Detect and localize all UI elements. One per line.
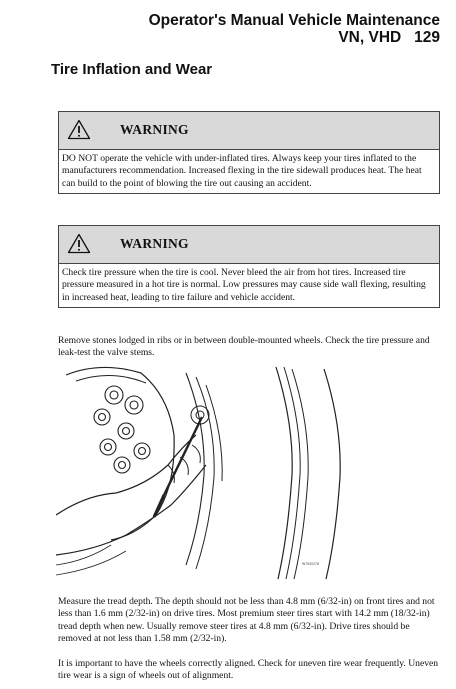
- warning-text: DO NOT operate the vehicle with under-inflated tires. Always keep your tires inflated to the manufacturers recommendation. Increased flexing in the tire sidewall produces heat. The heat can build to the point of blowing the tire out causing an accident.: [62, 153, 422, 189]
- warning-header: [59, 112, 439, 150]
- model-page-number: VN, VHD 129: [338, 29, 440, 46]
- paragraph-stones: Remove stones lodged in ribs or in between double-mounted wheels. Check the tire pressure and leak-test the valve stems.: [58, 335, 430, 359]
- paragraph-tread-depth: Measure the tread depth. The depth should not be less than 4.8 mm (6/32-in) on front tires and not less than 1.6 mm (2/32-in) on drive tires. Most premium steer tires start with 14.2 mm (18/32-in) tread depth when new. Usually remove steer tires at 4.8 mm (6/32-in). Drive tires should be removed at not less than 1.58 mm (2/32-in).: [58, 596, 435, 644]
- warning-title: WARNING: [120, 122, 189, 137]
- tire-check-illustration: [56, 365, 432, 581]
- manual-title: Operator's Manual Vehicle Maintenance: [148, 12, 440, 29]
- warning-box-underinflation: [58, 111, 440, 194]
- page-header: [149, 12, 440, 46]
- warning-title: WARNING: [120, 236, 189, 251]
- warning-triangle-icon: [67, 119, 91, 145]
- warning-box-tire-pressure: [58, 225, 440, 308]
- warning-text: Check tire pressure when the tire is cool. Never bleed the air from hot tires. Increased tire pressure measured in a hot tire is normal. Low pressures may cause side wall flexing, resulting in increased heat, leading to tire failure and vehicle accident.: [62, 267, 426, 303]
- section-title: Tire Inflation and Wear: [51, 61, 213, 78]
- figure-code: W7000278: [302, 562, 319, 566]
- warning-header: [59, 226, 439, 264]
- paragraph-alignment: It is important to have the wheels correctly aligned. Check for uneven tire wear frequently. Uneven tire wear is a sign of wheels out of alignment.: [58, 658, 439, 682]
- warning-triangle-icon: [67, 233, 91, 259]
